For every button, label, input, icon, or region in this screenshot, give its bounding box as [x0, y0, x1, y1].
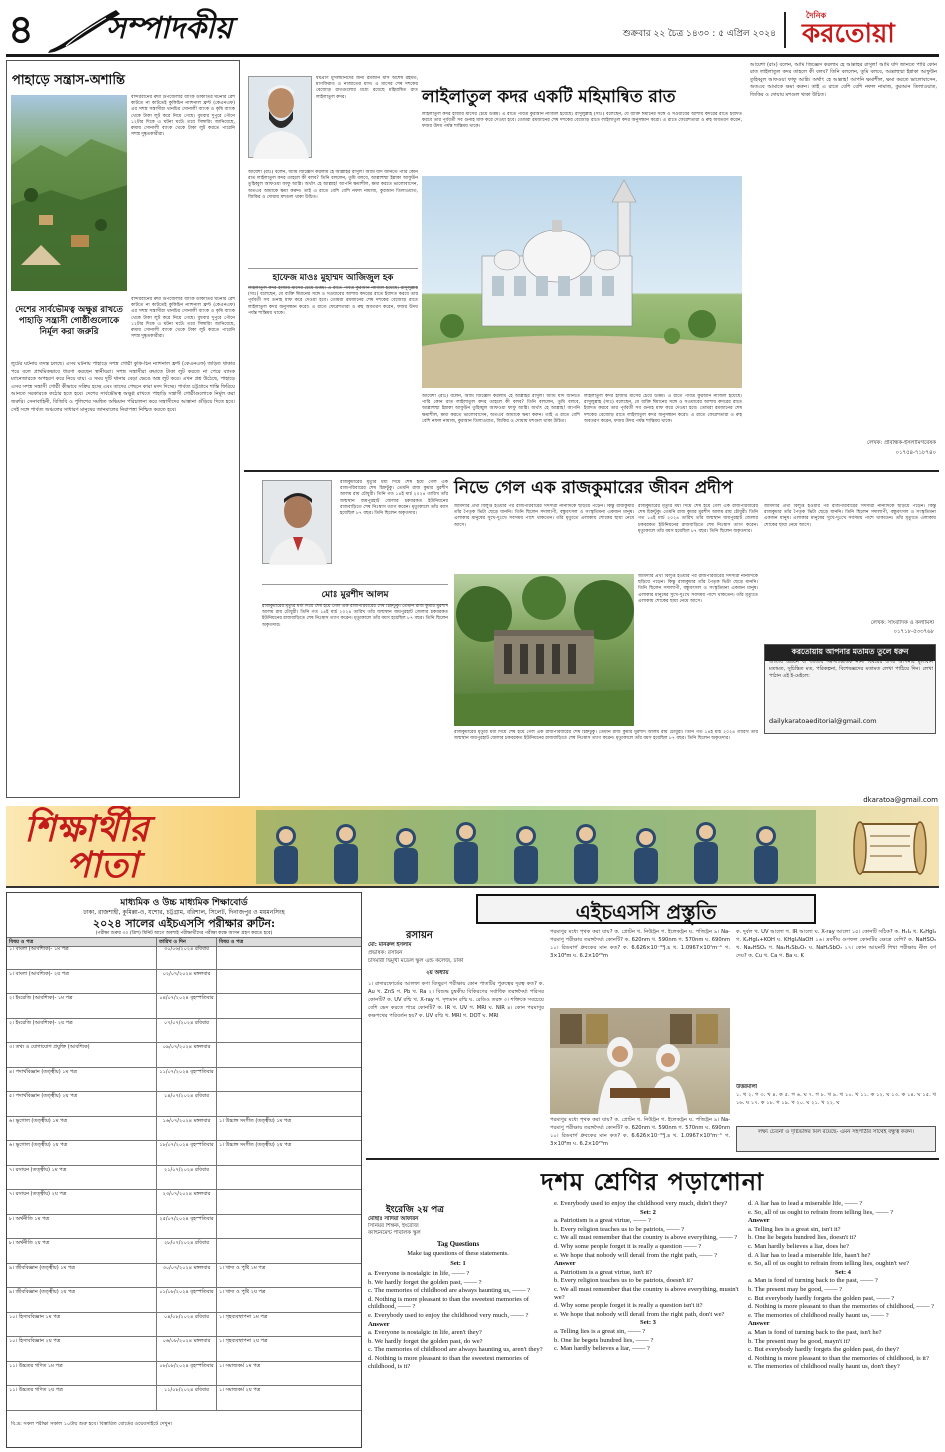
routine-practical: ১। গৃহব্যবস্থাপনা ২য় পত্র — [217, 1337, 361, 1362]
page-header — [6, 4, 939, 56]
routine-date: ০৪/০৮/২০২৪ রবিবার — [157, 1313, 217, 1338]
routine-note: (পরীক্ষা শুরুর ৩০ (ত্রিশ) মিনিট আগে অবশ্যই পরীক্ষার্থীদের পরীক্ষা কক্ষে আসন গ্রহণ করতে হবে) — [95, 931, 273, 936]
routine-date: ১১/০৭/২০২৪ বৃহস্পতিবার — [157, 1068, 217, 1093]
routine-date: ০৬/০৮/২০২৪ মঙ্গলবার — [157, 1337, 217, 1362]
routine-title: ২০২৪ সালের এইচএসসি পরীক্ষার রুটিন: — [92, 917, 276, 930]
hsc-title: এইচএসসি প্রস্তুতি — [575, 900, 717, 924]
article1-cont-body: আয়েশা (রাঃ) বলেন, আমি জিজ্ঞেস করলাম হে আল্লাহর রাসুল! আমি যদি জানতে পারি কোন রাত লাইলাতুল কদর তাহলে কী বলব? তিনি বললেন, তুমি বলবে, আল্লাহুম্মা ইন্নাকা আফুউন তুহিব্বুল আফওয়া ফাফু আন্নি। অর্থাৎ হে আল্লাহ! আপনি ক্ষমাশীল, ক্ষমা করতে ভালোবাসেন, অতএব আমাকে ক্ষমা করুন। তাই এ রাতে বেশি বেশি নফল নামাজ, কুরআন তিলাওয়াত, জিকির ও দোয়ায় মশগুল থাকা উচিত। — [750, 62, 937, 98]
class10-line: d. Why some people forget it is really a question —— ? — [554, 1242, 702, 1250]
author-photo-2 — [262, 480, 332, 564]
routine-subject: ৬। ভূগোল (তত্ত্বীয়) ২য় পত্র — [7, 1141, 157, 1166]
article1-body-4: লাইলাতুল কদর হাজার মাসের চেয়ে উত্তম। এ রাতে পবিত্র কুরআন নাজিল হয়েছে। রাসুলুল্লাহ (সাঃ) বলেছেন, যে ব্যক্তি ঈমানের সঙ্গে ও সওয়াবের আশায় কদরের রাতে ইবাদত করবে তার পূর্ববর্তী সব গুনাহ মাফ করে দেওয়া হবে। তোমরা রমজানের শেষ দশকের বেজোড় রাতে লাইলাতুল কদর অনুসন্ধান করো। এ রাতে ফেরেশতারা ও রুহ অবতরণ করেন, ফজর উদয় পর্যন্ত শান্তিময় থাকে। — [584, 394, 742, 424]
routine-practical: ১। সমাজকর্ম ২য় পত্র — [217, 1386, 361, 1411]
routine-subject: ১। বাংলা (আবশ্যিক)- ১ম পত্র — [7, 945, 157, 970]
opinion-box — [764, 644, 936, 734]
routine-row — [7, 1092, 361, 1117]
class10-line: d. Nothing is more pleasant to than the memories of childhood, —— ? — [748, 1303, 935, 1311]
scroll-icon — [846, 816, 932, 880]
class10-teacher-school: ক্যান্টনমেন্ট পাবলিক স্কুল — [368, 1230, 421, 1236]
routine-practical — [217, 970, 361, 995]
class10-section — [366, 1158, 939, 1448]
routine-date: ০২/০৭/২০২৪ মঙ্গলবার — [157, 970, 217, 995]
class10-line: e. Everybody used to enjoy the childhood very much, —— ? — [368, 1311, 529, 1319]
class10-line: e. We hope that nobody will derail from the right path, don't we? — [554, 1310, 725, 1318]
article1-footer-phone: ০১৭৫৪-৭১৮৭৪০ — [895, 450, 936, 456]
routine-practical — [217, 994, 361, 1019]
class10-line: d. Nothing is more pleasant to than the sweetest memories of childhood, is it? — [368, 1354, 529, 1370]
class10-line: c. Man hardly believes a liar, —— ? — [554, 1345, 650, 1353]
routine-row — [7, 1239, 361, 1264]
article1-author: হাফেজ মাওঃ মুহাম্মদ আজিজুল হক — [248, 268, 418, 288]
class10-teacher: মোছাঃ সাদিয়া আফরিন — [368, 1216, 419, 1222]
hsc-subject: রসায়ন — [406, 930, 433, 941]
routine-row — [7, 1166, 361, 1191]
routine-row — [7, 1190, 361, 1215]
brand-small: দৈনিক — [806, 11, 827, 20]
opinion-body: জাতীয় উন্নয়ন বা জাতীয় সমস্যাভিত্তিক নানা বিষয়ের ওপর আপনার মূল্যবান মতামত, সুচিন্তিত মত, পরিকল্পনা, বিশেষজ্ঞদের মতামত লেখা পাঠিয়ে দিন। লেখা পাঠান এই ই-মেইলে: — [769, 659, 933, 679]
routine-practical — [217, 1239, 361, 1264]
routine-practical — [217, 1166, 361, 1191]
routine-subject: ১০। হিসাববিজ্ঞান ২য় পত্র — [7, 1337, 157, 1362]
routine-subject: ২। ইংরেজি (আবশ্যিক)- ২য় পত্র — [7, 1019, 157, 1044]
routine-practical: ১। গৃহব্যবস্থাপনা ১ম পত্র — [217, 1313, 361, 1338]
routine-boards-line: ঢাকা, রাজশাহী, কুমিল্লা-ও, যশোর, চট্টগ্রাম, বরিশাল, সিলেট, দিনাজপুর ও ময়মনসিংহ — [83, 909, 285, 916]
routine-practical — [217, 1215, 361, 1240]
routine-subject: ১০। হিসাববিজ্ঞান ১ম পত্র — [7, 1313, 157, 1338]
header-divider — [784, 12, 786, 48]
routine-practical: ১। উচ্চাঙ্গ সংগীত (তত্ত্বীয়) ১ম পত্র — [217, 1117, 361, 1142]
routine-subject: ২। ইংরেজি (আবশ্যিক)- ১ম পত্র — [7, 994, 157, 1019]
class10-line: a. Everyone is nostalgic in life, —— ? — [368, 1270, 470, 1277]
routine-row — [7, 1386, 361, 1411]
editorial-headline: পাহাড়ে সন্ত্রাস-অশান্তি — [12, 73, 125, 88]
class10-line: e. We hope that nobody will derail from the right path, —— ? — [554, 1251, 718, 1259]
article-lailatul-qadr — [244, 60, 744, 466]
routine-subject: ৬। ভূগোল (তত্ত্বীয়) ১ম পত্র — [7, 1117, 157, 1142]
section-title: সম্পাদকীয় — [106, 11, 233, 46]
routine-date: ২৩/০৭/২০২৪ মঙ্গলবার — [157, 1190, 217, 1215]
article1-body-3: আয়েশা (রাঃ) বলেন, আমি জিজ্ঞেস করলাম হে আল্লাহর রাসুল! আমি যদি জানতে পারি কোন রাত লাইলাতুল কদর তাহলে কী বলব? তিনি বললেন, তুমি বলবে, আল্লাহুম্মা ইন্নাকা আফুউন তুহিব্বুল আফওয়া ফাফু আন্নি। অর্থাৎ হে আল্লাহ! আপনি ক্ষমাশীল, ক্ষমা করতে ভালোবাসেন, অতএব আমাকে ক্ষমা করুন। তাই এ রাতে বেশি বেশি নফল নামাজ, কুরআন তিলাওয়াত, জিকির ও দোয়ায় মশগুল থাকা উচিত। — [422, 394, 580, 424]
banner-title-1: শিক্ষার্থীর — [24, 808, 149, 850]
routine-practical — [217, 1068, 361, 1093]
brand-name: করতোয়া — [802, 19, 895, 49]
class10-line: a. Man is fond of turning back to the past, —— ? — [748, 1277, 878, 1285]
opinion-email[interactable]: dailykaratoaeditorial@gmail.com — [769, 717, 877, 725]
routine-subject: ৯। জীববিজ্ঞান (তত্ত্বীয়) ২য় পত্র — [7, 1288, 157, 1313]
class10-line: d. Why some people forget it is really a question isn't it? — [554, 1302, 703, 1310]
class10-line: c. The memories of childhood are always haunting us, —— ? — [368, 1287, 531, 1295]
hsc-teacher-school: চাঁদমারী দ্বিমুখী মডেল স্কুল এন্ড কলেজ, ঢাকা — [368, 958, 464, 964]
class10-line: a. Telling lies is a great sin, isn't it? — [748, 1225, 841, 1233]
article1-intro-2: আয়েশা (রাঃ) বলেন, আমি জিজ্ঞেস করলাম হে আল্লাহর রাসুল! আমি যদি জানতে পারি কোন রাত লাইলাতুল কদর তাহলে কী বলব? তিনি বললেন, তুমি বলবে, আল্লাহুম্মা ইন্নাকা আফুউন তুহিব্বুল আফওয়া ফাফু আন্নি। অর্থাৎ হে আল্লাহ! আপনি ক্ষমাশীল, ক্ষমা করতে ভালোবাসেন, অতএব আমাকে ক্ষমা করুন। তাই এ রাতে বেশি বেশি নফল নামাজ, কুরআন তিলাওয়াত, জিকির ও দোয়ায় মশগুল থাকা উচিত। — [248, 170, 418, 200]
article2-body-f: রাজকুমারের মৃত্যুর মধ্য দিয়ে শেষ হয়ে গেল এক রাজপরিবারের শেষ চিহ্নটুকু। তেমনি রাজ কুমার মুরশীদ আলম রায় চৌধুরী। তিনি গত ১৪ই মার্চ ২০২৪ তারিখ তাঁর জন্মস্থান জয়পুরহাট জেলার চকবরকত ইউনিয়নের রাজবাড়িতে শেষ নিঃশ্বাস ত্যাগ করেন। মৃত্যুকালে তাঁর বয়স হয়েছিল ৮৭ বছর। তিনি ছিলেন অকৃতদার। — [454, 730, 758, 742]
class10-subject: ইংরেজি ২য় পত্র — [386, 1205, 444, 1215]
routine-row — [7, 1337, 361, 1362]
article2-body-e: জমিদারি প্রথা বিলুপ্ত হওয়ার পর রাজপরিবারের সদস্যরা নানাদিকে ছড়িয়ে পড়েন। কিন্তু রাজকুমার তাঁর পৈতৃক ভিটা ছেড়ে যাননি। তিনি ছিলেন সদালাপী, বন্ধুবৎসল ও সংস্কৃতিমনা একজন মানুষ। এলাকার মানুষের সুখে-দুঃখে সবসময় পাশে থাকতেন। তাঁর মৃত্যুতে এলাকায় শোকের ছায়া নেমে আসে। — [638, 574, 758, 604]
routine-date: ৩০/০৭/২০২৪ মঙ্গলবার — [157, 1264, 217, 1289]
routine-subject: ৪। পদার্থবিজ্ঞান (তত্ত্বীয়) ১ম পত্র — [7, 1068, 157, 1093]
class10-line: c. Man hardly believes a liar, does he? — [748, 1242, 849, 1250]
hsc-title-box — [476, 894, 816, 924]
article2-body-d: রাজকুমারের মৃত্যুর মধ্য দিয়ে শেষ হয়ে গেল এক রাজপরিবারের শেষ চিহ্নটুকু। তেমনি রাজ কুমার মুরশীদ আলম রায় চৌধুরী। তিনি গত ১৪ই মার্চ ২০২৪ তারিখ তাঁর জন্মস্থান জয়পুরহাট জেলার চকবরকত ইউনিয়নের রাজবাড়িতে শেষ নিঃশ্বাস ত্যাগ করেন। মৃত্যুকালে তাঁর বয়স হয়েছিল ৮৭ বছর। তিনি ছিলেন অকৃতদার। — [262, 604, 448, 628]
routine-date: ১১/০৮/২০২৪ রবিবার — [157, 1386, 217, 1411]
routine-subject: ৫। পদার্থবিজ্ঞান (তত্ত্বীয়) ২য় পত্র — [7, 1092, 157, 1117]
class10-topic: Tag Questions — [436, 1240, 480, 1248]
routine-practical — [217, 1019, 361, 1044]
routine-subject: ৮। অর্থনীতি ২য় পত্র — [7, 1239, 157, 1264]
class10-line: d. Nothing is more pleasant to than the sweetest memories of childhood, —— ? — [368, 1295, 529, 1311]
editorial-section — [6, 60, 240, 798]
class10-heading: Answer — [748, 1320, 770, 1328]
hsc-questions-3: ক. দুর্বল খ. UV আলো গ. IR আলো ঘ. X-ray আলো ১৫। কোনটি সঠিক? ক. H₂I₄ খ. K₂HgI₄ গ. K₂HgI₄+KOH ঘ. KHgI₄NaOH ১৬। দ্রবণীয় গুণফল কোনটির ক্ষেত্রে বেশি? ক. NaHSO₃ খ. Na₂HSO₃ গ. Na₂H₂Sb₂O₇ ঘ. NaH₂SbO₇ ১৭। কোন আয়নটি শিখা পরীক্ষায় নীল বর্ণ দেয়? ক. Cu খ. Ca গ. Ba ঘ. K — [736, 929, 936, 959]
article1-intro: ধর্মপ্রাণ মুসলমানদের জন্য রমজান মাস অশেষ রহমত, মাগফিরাত ও নাজাতের মাস। এ মাসের শেষ দশকের বেজোড় রাতগুলোর মধ্যে রয়েছে মহিমান্বিত রাত লাইলাতুল কদর। — [316, 76, 418, 100]
class10-instruction: Make tag questions of these statements. — [407, 1250, 509, 1257]
routine-practical: ১। সমাজকর্ম ১ম পত্র — [217, 1362, 361, 1387]
class10-line: b. One lie begets hundred lies, doesn't it? — [748, 1234, 857, 1242]
class10-line: a. Telling lies is a great sin, —— ? — [554, 1327, 646, 1335]
class10-teacher-role: সিনিয়র শিক্ষক, ইংরেজি — [368, 1223, 419, 1229]
hsc-section — [366, 892, 939, 1154]
hsc-chapter: ২য় অধ্যায় — [426, 970, 449, 976]
routine-practical: ১। খাদ্য ও পুষ্টি ১ম পত্র — [217, 1264, 361, 1289]
class10-line: e. So, all of us ought to refrain from telling lies, —— ? — [748, 1208, 894, 1216]
mosque-photo — [422, 176, 742, 388]
routine-subject: ১। বাংলা (আবশ্যিক)- ২য় পত্র — [7, 970, 157, 995]
routine-practical — [217, 1190, 361, 1215]
students-photo — [550, 1008, 730, 1114]
article2-body-b: রাজকুমারের মৃত্যুর মধ্য দিয়ে শেষ হয়ে গেল এক রাজপরিবারের শেষ চিহ্নটুকু। তেমনি রাজ কুমার মুরশীদ আলম রায় চৌধুরী। তিনি গত ১৪ই মার্চ ২০২৪ তারিখ তাঁর জন্মস্থান জয়পুরহাট জেলার চকবরকত ইউনিয়নের রাজবাড়িতে শেষ নিঃশ্বাস ত্যাগ করেন। মৃত্যুকালে তাঁর বয়স হয়েছিল ৮৭ বছর। তিনি ছিলেন অকৃতদার। — [638, 504, 758, 534]
routine-date: ৩০/০৬/২০২৪ রবিবার — [157, 945, 217, 970]
article1-body: লাইলাতুল কদর হাজার মাসের চেয়ে উত্তম। এ রাতে পবিত্র কুরআন নাজিল হয়েছে। রাসুলুল্লাহ (সাঃ) বলেছেন, যে ব্যক্তি ঈমানের সঙ্গে ও সওয়াবের আশায় কদরের রাতে ইবাদত করবে তার পূর্ববর্তী সব গুনাহ মাফ করে দেওয়া হবে। তোমরা রমজানের শেষ দশকের বেজোড় রাতে লাইলাতুল কদর অনুসন্ধান করো। এ রাতে ফেরেশতারা ও রুহ অবতরণ করেন, ফজর উদয় পর্যন্ত শান্তিময় থাকে। — [422, 112, 742, 130]
author-photo — [248, 76, 312, 158]
article2-body: জমিদারি প্রথা বিলুপ্ত হওয়ার পর রাজপরিবারের সদস্যরা নানাদিকে ছড়িয়ে পড়েন। কিন্তু রাজকুমার তাঁর পৈতৃক ভিটা ছেড়ে যাননি। তিনি ছিলেন সদালাপী, বন্ধুবৎসল ও সংস্কৃতিমনা একজন মানুষ। এলাকার মানুষের সুখে-দুঃখে সবসময় পাশে থাকতেন। তাঁর মৃত্যুতে এলাকায় শোকের ছায়া নেমে আসে। — [454, 504, 634, 528]
routine-rows — [7, 945, 361, 1415]
class10-col2 — [554, 1200, 742, 1448]
routine-date: ০৪/০৭/২০২৪ বৃহস্পতিবার — [157, 994, 217, 1019]
class10-line: b. One lie begets hundred lies, —— ? — [554, 1336, 654, 1344]
class10-line: a. Man is fond of turning back to the past, isn't he? — [748, 1328, 882, 1336]
class10-line: c. The memories of childhood are always haunting us, aren't they? — [368, 1346, 543, 1354]
class10-heading: Set: 4 — [835, 1268, 851, 1276]
exam-routine — [6, 892, 362, 1448]
page-number: ৪ — [8, 6, 34, 53]
class10-heading: Set: 2 — [640, 1208, 656, 1216]
palace-photo — [454, 574, 634, 726]
hsc-teacher: মো: মনিরুল ইসলাম — [368, 942, 412, 948]
article1-continuation — [748, 60, 939, 466]
editorial-pullquote: দেশের সার্বভৌমত্ব অক্ষুণ্ণ রাখতে পাহাড়ি সন্ত্রাসী গোষ্ঠীগুলোকে নির্মূল করা জরুরি — [15, 305, 123, 337]
routine-practical: ১। উচ্চাঙ্গ সংগীত (তত্ত্বীয়) ২য় পত্র — [217, 1141, 361, 1166]
editorial-body-b: লুটের ঘটনায় তদন্ত চলছে। এসব ঘটনায় পাহাড়ে সশস্ত্র গোষ্ঠী কুকি-চিন ন্যাশনাল ফ্রন্ট (কেএনএফ) জড়িত থাকার পরে বলে প্রাথমিকভাবে ধারণা করছেন স্থানীয়রা। সশস্ত্র সন্ত্রাসীরা রুমাতে টাকা লুট করতে না পেরে ব্যাংক ম্যানেজারকে অপহরণ করে নিয়ে যায়। এ সময় দুটি থানার বেড়া ভেঙে অস্ত্র লুট করে। এখন প্রশ্ন উঠেছে, পাহাড়ে এসব সশস্ত্র সন্ত্রাসী গোষ্ঠী কীভাবে সক্রিয় হচ্ছে এবং তাদের পেছনে কারা মদদ দিচ্ছে। পার্বত্য চট্টগ্রামে শান্তি ফিরিয়ে আনতে সরকারকে কঠোর হতে হবে। দেশের সার্বভৌমত্ব অক্ষুণ্ণ রাখতে পাহাড়ি সন্ত্রাসী গোষ্ঠীগুলোকে নির্মূল করা জরুরি। সেনাবাহিনী, বিজিবি ও পুলিশের সমন্বিত অভিযান পরিচালনা করে সন্ত্রাসীদের আস্তানা গুঁড়িয়ে দিতে হবে। সেই সঙ্গে পার্বত্য অঞ্চলের সাধারণ মানুষের জানমালের নিরাপত্তা নিশ্চিত করতে হবে। — [11, 361, 235, 413]
article2-footer: লেখক: সাংবাদিক ও কলামিস্ট — [870, 620, 934, 626]
article2-author: মোঃ মুরশীদ আলম — [262, 584, 448, 605]
routine-practical: ১। খাদ্য ও পুষ্টি ২য় পত্র — [217, 1288, 361, 1313]
hsc-footer-text: লক্ষ্য চেতনা ও দৃষ্টিভঙ্গির মিল রয়েছে- এমন সহপাঠীর সাথেই বন্ধুত্ব করুন। — [758, 1129, 914, 1135]
class10-line: c. But everybody hardly forgets the golden past, do they? — [748, 1346, 899, 1354]
routine-footnote: বি.দ্র: সকল পরীক্ষা সকাল ১০টায় শুরু হবে। বিস্তারিত বোর্ডের ওয়েবসাইটে দেখুন। — [11, 1421, 173, 1427]
header-rule — [6, 54, 939, 57]
class10-line: b. The present may be good, mayn't it? — [748, 1337, 851, 1345]
routine-row — [7, 994, 361, 1019]
routine-subject: ৭। রসায়ন (তত্ত্বীয়) ১ম পত্র — [7, 1166, 157, 1191]
class10-line: b. The present may be good, —— ? — [748, 1285, 843, 1293]
opinion-title: করতোয়ায় আপনার মতামত তুলে ধরুন — [765, 645, 935, 661]
routine-row — [7, 1313, 361, 1338]
article2-footer-phone: ০১৭১৮-৫৩৩৭৬৮ — [893, 629, 934, 635]
class10-line: b. We hardly forget the golden past, do we? — [368, 1337, 483, 1345]
class10-heading: Answer — [554, 1260, 576, 1268]
editorial-photo — [11, 95, 127, 291]
routine-date: ১৮/০৭/২০২৪ বৃহস্পতিবার — [157, 1141, 217, 1166]
routine-date: ১৬/০৭/২০২৪ মঙ্গলবার — [157, 1117, 217, 1142]
class10-line: e. Everybody used to enjoy the childhood very much, didn't they? — [554, 1200, 728, 1207]
routine-practical — [217, 945, 361, 970]
class10-line: e. The memories of childhood really haunt us, —— ? — [748, 1311, 889, 1319]
routine-row — [7, 1068, 361, 1093]
article2-intro: রাজকুমারের মৃত্যুর মধ্য দিয়ে শেষ হয়ে গেল এক রাজপরিবারের শেষ চিহ্নটুকু। তেমনি রাজ কুমার মুরশীদ আলম রায় চৌধুরী। তিনি গত ১৪ই মার্চ ২০২৪ তারিখ তাঁর জন্মস্থান জয়পুরহাট জেলার চকবরকত ইউনিয়নের রাজবাড়িতে শেষ নিঃশ্বাস ত্যাগ করেন। মৃত্যুকালে তাঁর বয়স হয়েছিল ৮৭ বছর। তিনি ছিলেন অকৃতদার। — [340, 480, 448, 517]
routine-date: ০১/০৮/২০২৪ বৃহস্পতিবার — [157, 1288, 217, 1313]
class10-col3 — [748, 1200, 938, 1448]
routine-row — [7, 1019, 361, 1044]
date-line: শুক্রবার ২২ চৈত্র ১৪৩০ : ৫ এপ্রিল ২০২৪ — [622, 29, 776, 39]
class10-heading: Answer — [368, 1320, 390, 1328]
routine-date: ২৫/০৭/২০২৪ বৃহস্পতিবার — [157, 1215, 217, 1240]
banner-title-2: পাতা — [66, 844, 139, 886]
class10-line: c. We all must remember that the country is above everything, mustn't we? — [554, 1285, 739, 1301]
class10-title: দশম শ্রেণির পড়াশোনা — [540, 1167, 765, 1196]
routine-practical — [217, 1092, 361, 1117]
editorial-body-a-cont: বান্দরবানের রুমা উপজেলার ব্যাংক ডাকাতির ঘটনার রেশ কাটতে না কাটতেই কুকিচিন ন্যাশনাল ফ্রন্ট (কেএনএফ) এর সশস্ত্র সন্ত্রাসীরা থানচির সোনালী ব্যাংক ও কৃষি ব্যাংক থেকে টাকা লুট করে নিয়ে গেছে। বুধবার দুপুরে পৌনে ১২টার দিকে এ ঘটনা ঘটে। তবে সিঙ্গারিং জানিয়েছে, রুমায় সোনালী ব্যাংক থেকে টাকা লুট করতে পারেনি সশস্ত্র দুষ্কৃতকারীরা। — [131, 297, 235, 340]
student-banner — [6, 806, 939, 888]
class10-line: e. The memories of childhood really haunt us, don't they? — [748, 1363, 900, 1371]
routine-col-date: তারিখ ও দিন — [157, 938, 217, 947]
class10-line: d. A liar has to lead a miserable life, hasn't he? — [748, 1251, 871, 1259]
class10-line: a. Patriotism is a great virtue, isn't it? — [554, 1268, 653, 1276]
routine-col-subject: বিষয় ও পত্র — [7, 938, 157, 947]
class10-heading: Answer — [748, 1217, 770, 1225]
hsc-questions-2: পরমাণুর মধ্যে পৃথক করা যায়? ক. প্রোটন খ. নিউট্রন গ. ইলেকট্রন ঘ. পজিট্রন ৯। Na-পরমাণু পরীক্ষায় তরঙ্গদৈর্ঘ্য কোনটি? ক. 620nm খ. 590nm গ. 570nm ঘ. 690nm ১০। রিডবার্গ ধ্রুবকের মান কত? ক. 6.626×10⁻³⁴J.s খ. 1.0967×10⁷m⁻¹ গ. 3×10⁸m ঘ. 6.2×10²³m — [550, 929, 730, 959]
hsc-questions-1: ১। রাদারফোর্ডের আলফা কণা বিচ্ছুরণ পরীক্ষায় কোন পাতটির পুরুত্বের দূরত্ব কত? ক. Au খ. ZnS গ. Pb খ. Ra ২। বিশুদ্ধ চুম্বকীয় বিকিরণের সর্বাধিক তরঙ্গদৈর্ঘ্য পরিসর কোনটি? ক. UV রশ্মি খ. X-ray গ. দৃশ্যমান রশ্মি ঘ. রেডিও তরঙ্গ ৩। শক্তিকে সবচেয়ে বেশি ভেদ করতে পারে কোনটি? ক. IR খ. UV গ. MRI ঘ. NIR ৪। কোন পরমাণুর কক্ষপথের পরিবর্তন হয়? ক. UV রশ্মি খ. MRI গ. DOT ঘ. MRI — [368, 981, 544, 1019]
routine-practical — [217, 1043, 361, 1068]
routine-row — [7, 1362, 361, 1387]
routine-row — [7, 1141, 361, 1166]
article2-body-c: জমিদারি প্রথা বিলুপ্ত হওয়ার পর রাজপরিবারের সদস্যরা নানাদিকে ছড়িয়ে পড়েন। কিন্তু রাজকুমার তাঁর পৈতৃক ভিটা ছেড়ে যাননি। তিনি ছিলেন সদালাপী, বন্ধুবৎসল ও সংস্কৃতিমনা একজন মানুষ। এলাকার মানুষের সুখে-দুঃখে সবসময় পাশে থাকতেন। তাঁর মৃত্যুতে এলাকায় শোকের ছায়া নেমে আসে। — [764, 504, 936, 528]
hsc-questions-2b: পরমাণুর মধ্যে পৃথক করা যায়? ক. প্রোটন খ. নিউট্রন গ. ইলেকট্রন ঘ. পজিট্রন ৯। Na-পরমাণু পরীক্ষায় তরঙ্গদৈর্ঘ্য কোনটি? ক. 620nm খ. 590nm গ. 570nm ঘ. 690nm ১০। রিডবার্গ ধ্রুবকের মান কত? ক. 6.626×10⁻³⁴J.s খ. 1.0967×10⁷m⁻¹ গ. 3×10⁸m ঘ. 6.2×10²³m — [550, 1117, 730, 1147]
article1-headline: লাইলাতুল কদর একটি মহিমান্বিত রাত — [422, 87, 676, 107]
routine-row — [7, 1215, 361, 1240]
email-footer[interactable]: dkaratoa@gmail.com — [863, 796, 938, 804]
routine-date: ০৭/০৭/২০২৪ রবিবার — [157, 1019, 217, 1044]
routine-row — [7, 1288, 361, 1313]
routine-subject: ১১। উচ্চতর গণিত ১ম পত্র — [7, 1362, 157, 1387]
class10-line: c. But everybody hardly forgets the golden past, —— ? — [748, 1294, 895, 1302]
class10-line: b. Every religion teaches us to be patriots, —— ? — [554, 1225, 685, 1233]
routine-subject: ১১। উচ্চতর গণিত ২য় পত্র — [7, 1386, 157, 1411]
class10-line: b. Every religion teaches us to be patriots, doesn't it? — [554, 1277, 694, 1285]
routine-date: ০৮/০৮/২০২৪ বৃহস্পতিবার — [157, 1362, 217, 1387]
routine-col-practical: বিষয় ও পত্র — [217, 938, 361, 947]
routine-subject: ৩। তথ্য ও যোগাযোগ প্রযুক্তি (আবশ্যিক) — [7, 1043, 157, 1068]
banner-photo-strip — [256, 810, 816, 884]
routine-date: ২১/০৭/২০২৪ রবিবার — [157, 1166, 217, 1191]
class10-line: c. We all must remember that the country is above everything, —— ? — [554, 1234, 738, 1242]
class10-col1 — [368, 1270, 548, 1448]
class10-heading: Set: 3 — [640, 1319, 656, 1327]
class10-line: d. A liar has to lead a miserable life, —— ? — [748, 1200, 863, 1207]
hsc-answers: ১. খ ২. গ ৩. খ ৪. ক ৫. গ ৬. ঘ ৭. গ ৮. খ ৯. খ ১০. খ ১১. ক ১২. ঘ ১৩. ক ১৪. ঘ ১৫. খ ১৬. ঘ ১৭. ক ১৮. গ ১৯. খ ২০. ঘ ২১. খ ২২. ঘ — [736, 1092, 936, 1106]
class10-line: e. So, all of us ought to refrain from telling lies, oughtn't we? — [748, 1260, 910, 1268]
class10-line: d. Nothing is more pleasant to than the memories of childhood, is it? — [748, 1354, 929, 1362]
class10-set1-title: Set: 1 — [450, 1260, 466, 1267]
routine-date: ১৪/০৭/২০২৪ রবিবার — [157, 1092, 217, 1117]
hsc-answer-title: উত্তরমালা — [736, 1084, 758, 1090]
routine-date: ২৮/০৭/২০২৪ রবিবার — [157, 1239, 217, 1264]
hsc-footer-box — [736, 1126, 936, 1152]
article1-body-2: লাইলাতুল কদর হাজার মাসের চেয়ে উত্তম। এ রাতে পবিত্র কুরআন নাজিল হয়েছে। রাসুলুল্লাহ (সাঃ) বলেছেন, যে ব্যক্তি ঈমানের সঙ্গে ও সওয়াবের আশায় কদরের রাতে ইবাদত করবে তার পূর্ববর্তী সব গুনাহ মাফ করে দেওয়া হবে। তোমরা রমজানের শেষ দশকের বেজোড় রাতে লাইলাতুল কদর অনুসন্ধান করো। এ রাতে ফেরেশতারা ও রুহ অবতরণ করেন, ফজর উদয় পর্যন্ত শান্তিময় থাকে। — [248, 286, 418, 316]
routine-row — [7, 1117, 361, 1142]
article-rajkumar — [244, 470, 939, 792]
routine-row — [7, 945, 361, 970]
class10-line: b. We hardly forget the golden past, —— ? — [368, 1278, 482, 1286]
routine-date: ০৯/০৭/২০২৪ মঙ্গলবার — [157, 1043, 217, 1068]
class10-line: a. Patriotism is a great virtue, —— ? — [554, 1217, 651, 1225]
routine-subject: ৯। জীববিজ্ঞান (তত্ত্বীয়) ১ম পত্র — [7, 1264, 157, 1289]
routine-row — [7, 970, 361, 995]
routine-subject: ৭। রসায়ন (তত্ত্বীয়) ২য় পত্র — [7, 1190, 157, 1215]
class10-line: a. Everyone is nostalgic in life, aren't they? — [368, 1329, 482, 1337]
routine-row — [7, 1043, 361, 1068]
routine-board: মাধ্যমিক ও উচ্চ মাধ্যমিক শিক্ষাবোর্ড — [120, 898, 248, 908]
routine-subject: ৮। অর্থনীতি ১ম পত্র — [7, 1215, 157, 1240]
article1-footer: লেখক: প্রাবন্ধিক-ইসলামিগবেষক — [866, 440, 936, 446]
article2-headline: নিভে গেল এক রাজকুমারের জীবন প্রদীপ — [454, 478, 733, 498]
hsc-teacher-role: প্রভাষক: রসায়ন — [368, 950, 403, 956]
routine-row — [7, 1264, 361, 1289]
editorial-body-a: বান্দরবানের রুমা উপজেলার ব্যাংক ডাকাতির ঘটনার রেশ কাটতে না কাটতেই কুকিচিন ন্যাশনাল ফ্রন্ট (কেএনএফ) এর সশস্ত্র সন্ত্রাসীরা থানচির সোনালী ব্যাংক ও কৃষি ব্যাংক থেকে টাকা লুট করে নিয়ে গেছে। বুধবার দুপুরে পৌনে ১২টার দিকে এ ঘটনা ঘটে। তবে সিঙ্গারিং জানিয়েছে, রুমায় সোনালী ব্যাংক থেকে টাকা লুট করতে পারেনি সশস্ত্র দুষ্কৃতকারীরা। — [131, 95, 235, 138]
